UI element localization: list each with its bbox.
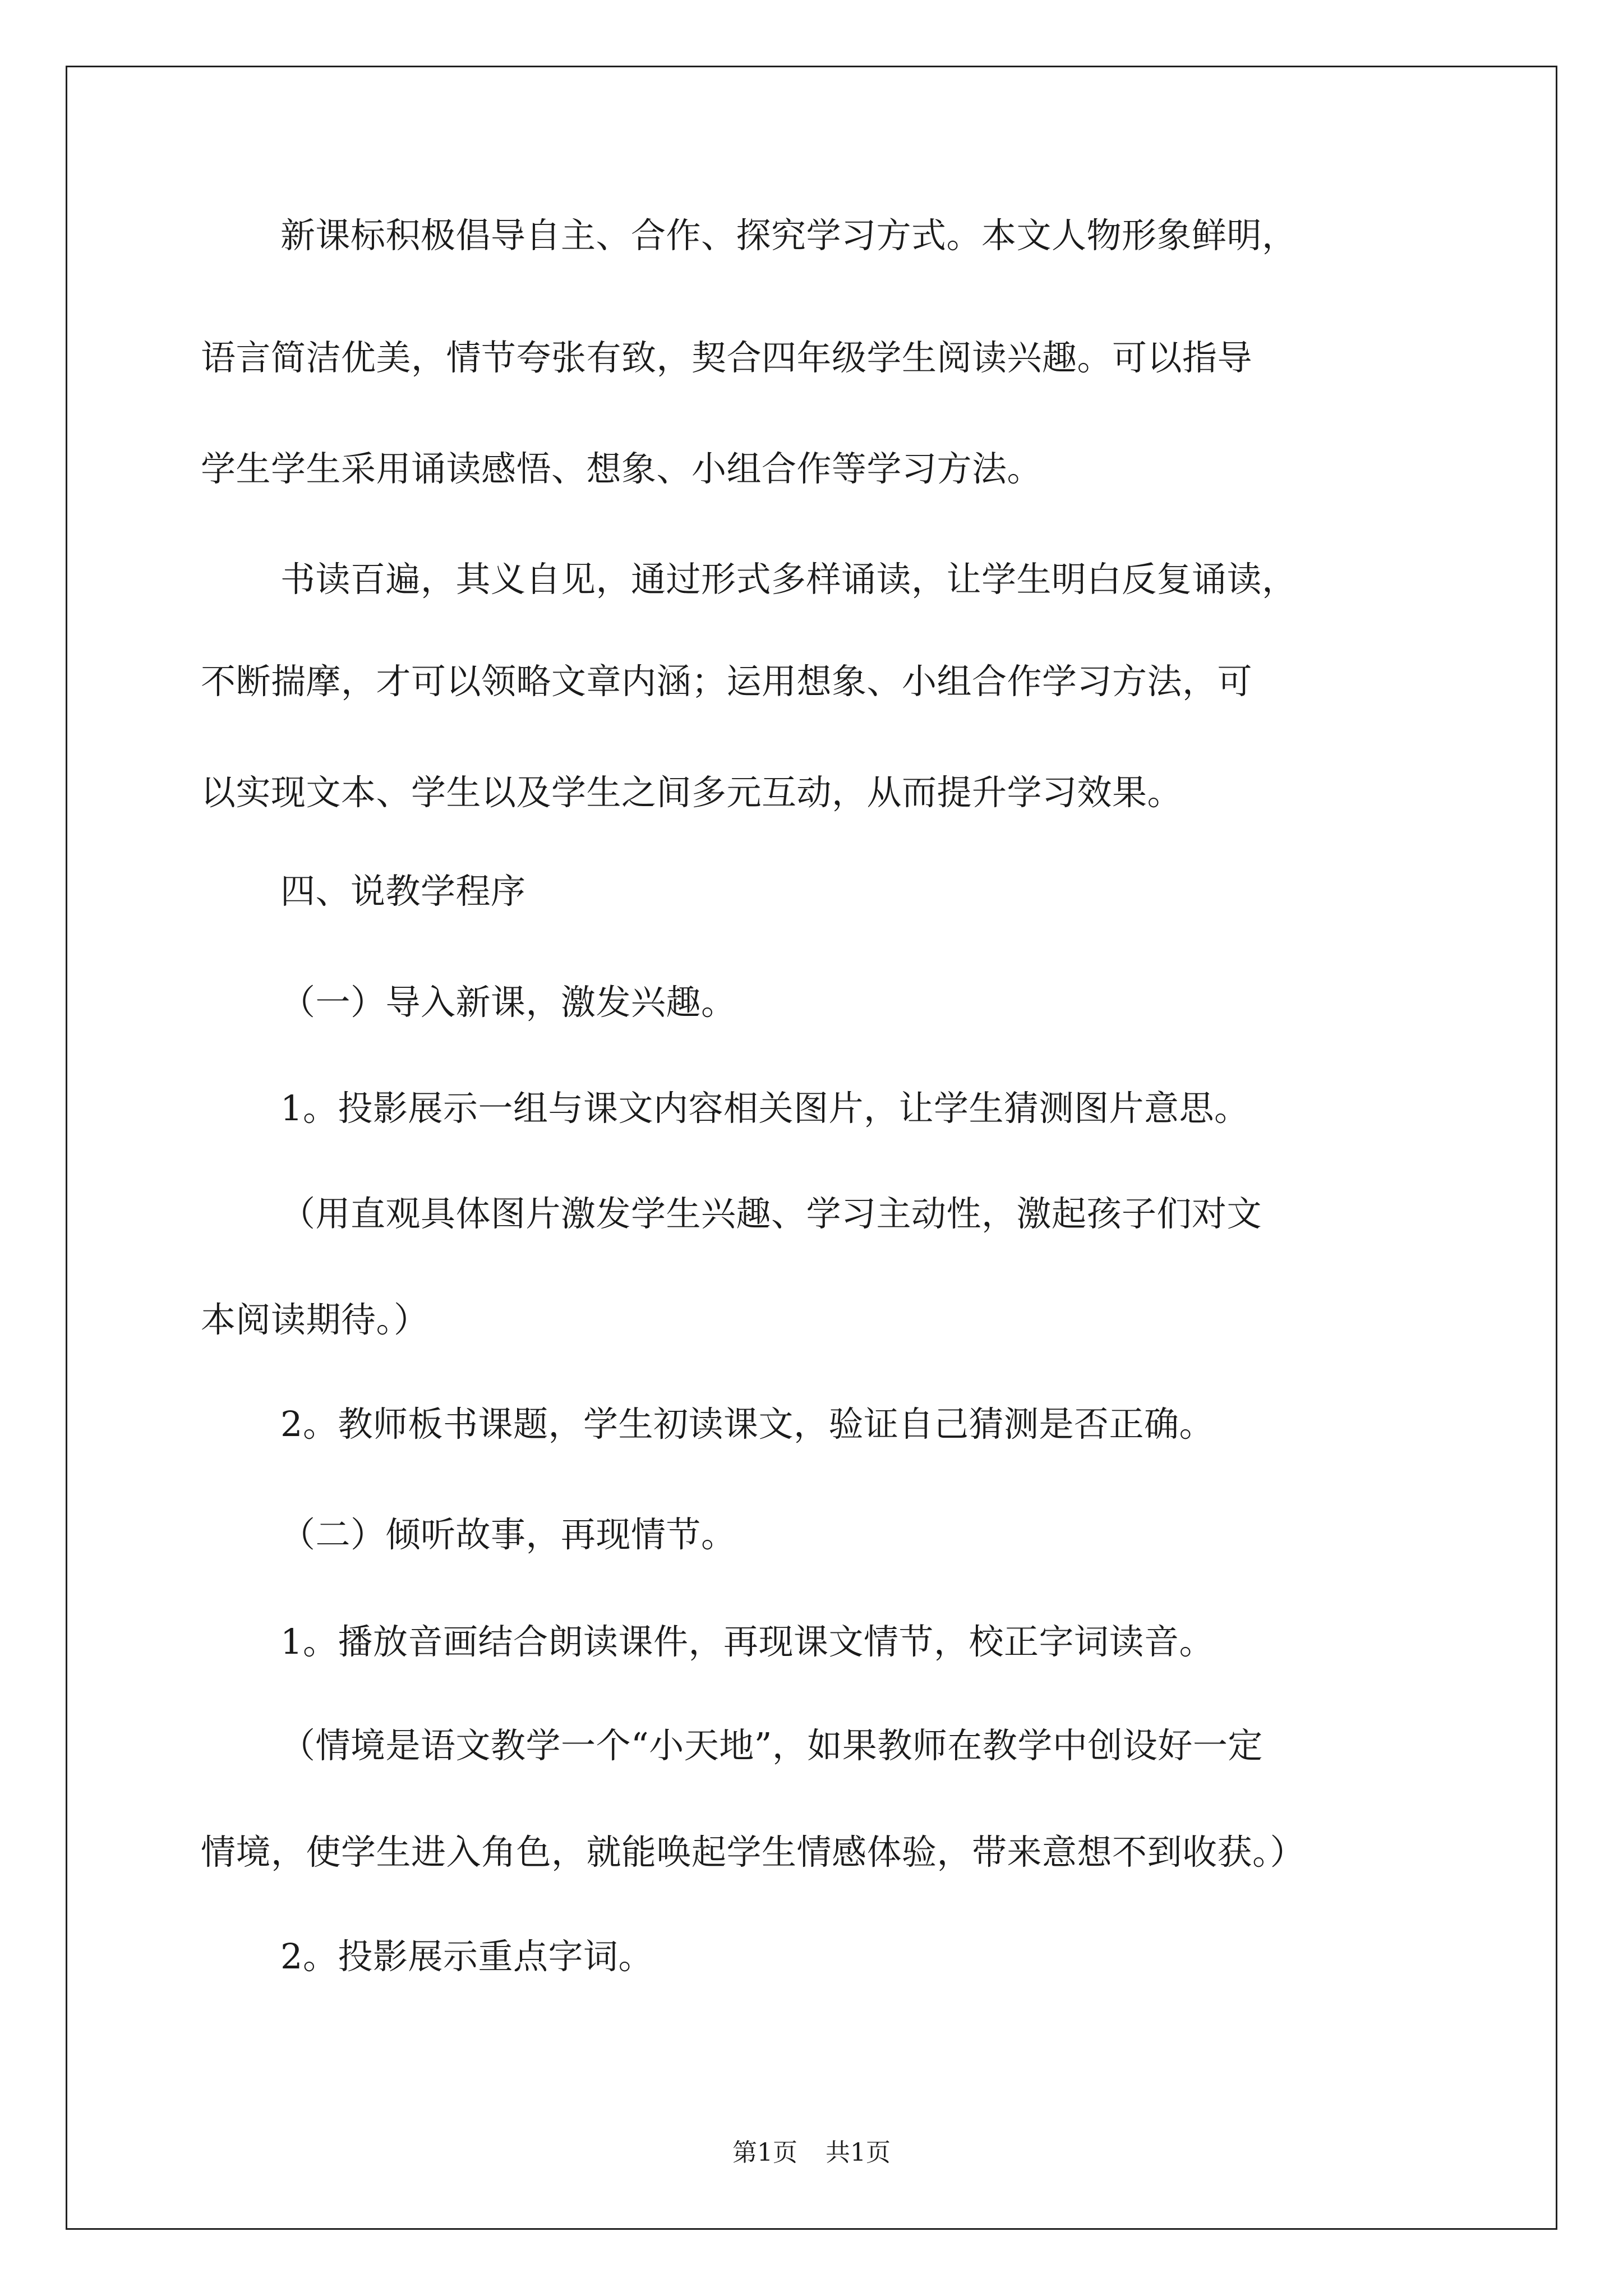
- page-border: [66, 66, 1557, 2230]
- subsection-heading: （一）导入新课，激发兴趣。: [280, 982, 736, 1023]
- paragraph-line: 本阅读期待。）: [201, 1299, 429, 1340]
- page-total: 共1页: [826, 2138, 891, 2167]
- paragraph-line: 1。播放音画结合朗读课件，再现课文情节，校正字词读音。: [280, 1621, 1214, 1662]
- paragraph-line: （情境是语文教学一个“小天地”，如果教师在教学中创设好一定: [280, 1725, 1263, 1766]
- section-heading: 四、说教学程序: [280, 871, 526, 912]
- paragraph-line: 2。投影展示重点字词。: [280, 1936, 653, 1977]
- paragraph-line: 以实现文本、学生以及学生之间多元互动，从而提升学习效果。: [201, 772, 1183, 813]
- paragraph-line: 学生学生采用诵读感悟、想象、小组合作等学习方法。: [201, 448, 1043, 489]
- paragraph-line: 书读百遍，其义自见，通过形式多样诵读，让学生明白反复诵读，: [280, 559, 1297, 600]
- paragraph-line: （用直观具体图片激发学生兴趣、学习主动性，激起孩子们对文: [280, 1193, 1262, 1234]
- paragraph-line: 情境，使学生进入角色，就能唤起学生情感体验，带来意想不到收获。）: [201, 1832, 1306, 1872]
- paragraph-line: 不断揣摩，才可以领略文章内涵；运用想象、小组合作学习方法，可: [201, 661, 1253, 702]
- paragraph-line: 新课标积极倡导自主、合作、探究学习方式。本文人物形象鲜明，: [280, 215, 1297, 256]
- paragraph-line: 1。投影展示一组与课文内容相关图片，让学生猜测图片意思。: [280, 1088, 1249, 1129]
- page-footer: [0, 2137, 1623, 2169]
- page-number: 第1页: [732, 2138, 797, 2167]
- paragraph-line: 语言简洁优美，情节夸张有致，契合四年级学生阅读兴趣。可以指导: [201, 337, 1253, 378]
- paragraph-line: 2。教师板书课题，学生初读课文，验证自己猜测是否正确。: [280, 1404, 1214, 1444]
- subsection-heading: （二）倾听故事，再现情节。: [280, 1514, 736, 1555]
